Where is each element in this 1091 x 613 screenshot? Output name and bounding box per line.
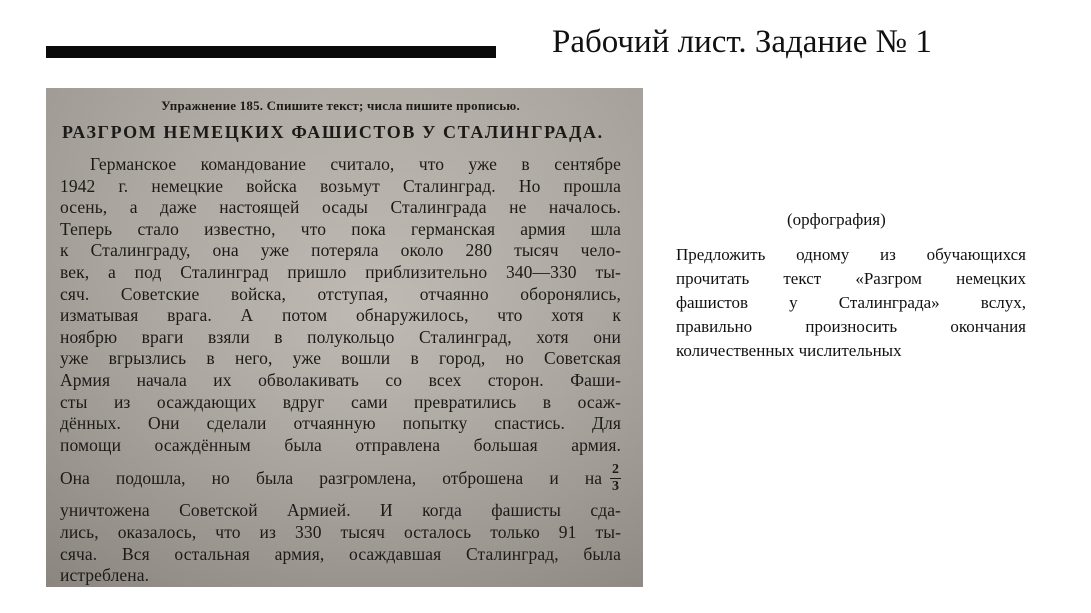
- exercise-line: сяча. Вся остальная армия, осаждавшая Сталинград, была: [60, 543, 621, 564]
- exercise-line: уже вгрызлись в него, уже вошли в город, но Советская: [60, 348, 621, 369]
- exercise-line: Теперь стало известно, что пока германская армия шла: [60, 218, 621, 239]
- note-line: Предложить одному из обучающихся: [676, 245, 1026, 264]
- fraction-denominator: 3: [612, 478, 619, 494]
- note-line: количественных числительных: [676, 341, 902, 360]
- exercise-line: лись, оказалось, что из 330 тысяч осталось только 91 ты-: [60, 521, 621, 542]
- exercise-line: ноябрю враги взяли в полукольцо Сталинград, хотя они: [60, 326, 621, 347]
- textbook-scan: [46, 88, 643, 587]
- exercise-line: изматывая врага. А потом обнаружилось, что хотя к: [60, 305, 621, 326]
- note-line: фашистов у Сталинграда» вслух,: [676, 293, 1026, 312]
- exercise-line: век, а под Сталинград пришло приблизительно 340—330 ты-: [60, 261, 621, 282]
- exercise-heading: Упражнение 185. Спишите текст; числа пишите прописью.: [161, 98, 520, 113]
- exercise-line: осень, а даже настоящей осады Сталинграда не началось.: [60, 197, 621, 218]
- note-line: прочитать текст «Разгром немецких: [676, 269, 1026, 288]
- exercise-line: помощи осаждённым была отправлена большая армия.: [60, 434, 621, 455]
- exercise-line: сты из осаждающих вдруг сами превратились в осаж-: [60, 391, 621, 412]
- exercise-title: РАЗГРОМ НЕМЕЦКИХ ФАШИСТОВ У СТАЛИНГРАДА.: [62, 122, 604, 142]
- exercise-line: к Сталинграду, она уже потеряла около 280 тысяч чело-: [60, 240, 621, 261]
- exercise-line: Армия начала их обволакивать со всех сторон. Фаши-: [60, 369, 621, 390]
- exercise-body: [60, 154, 621, 587]
- exercise-line: сяч. Советские войска, отступая, отчаянно оборонялись,: [60, 283, 621, 304]
- exercise-line: дённых. Они сделали отчаянную попытку спастись. Для: [60, 413, 621, 434]
- teacher-note: [676, 243, 1026, 363]
- exercise-line: Она подошла, но была разгромлена, отброшена и на: [60, 467, 602, 488]
- exercise-line: Германское командование считало, что уже в сентябре: [90, 154, 621, 174]
- exercise-fraction-line: [60, 456, 621, 500]
- fraction-numerator: 2: [612, 461, 619, 477]
- exercise-line: истреблена.: [60, 565, 150, 586]
- note-label: (орфография): [787, 210, 886, 229]
- slide-title: Рабочий лист. Задание № 1: [552, 24, 932, 60]
- exercise-line: уничтожена Советской Армией. И когда фашисты сда-: [60, 500, 621, 521]
- exercise-line: 1942 г. немецкие войска возьмут Сталинград. Но прошла: [60, 175, 621, 196]
- fraction: [610, 462, 621, 495]
- title-underline-bar: [46, 46, 496, 58]
- note-line: правильно произносить окончания: [676, 317, 1026, 336]
